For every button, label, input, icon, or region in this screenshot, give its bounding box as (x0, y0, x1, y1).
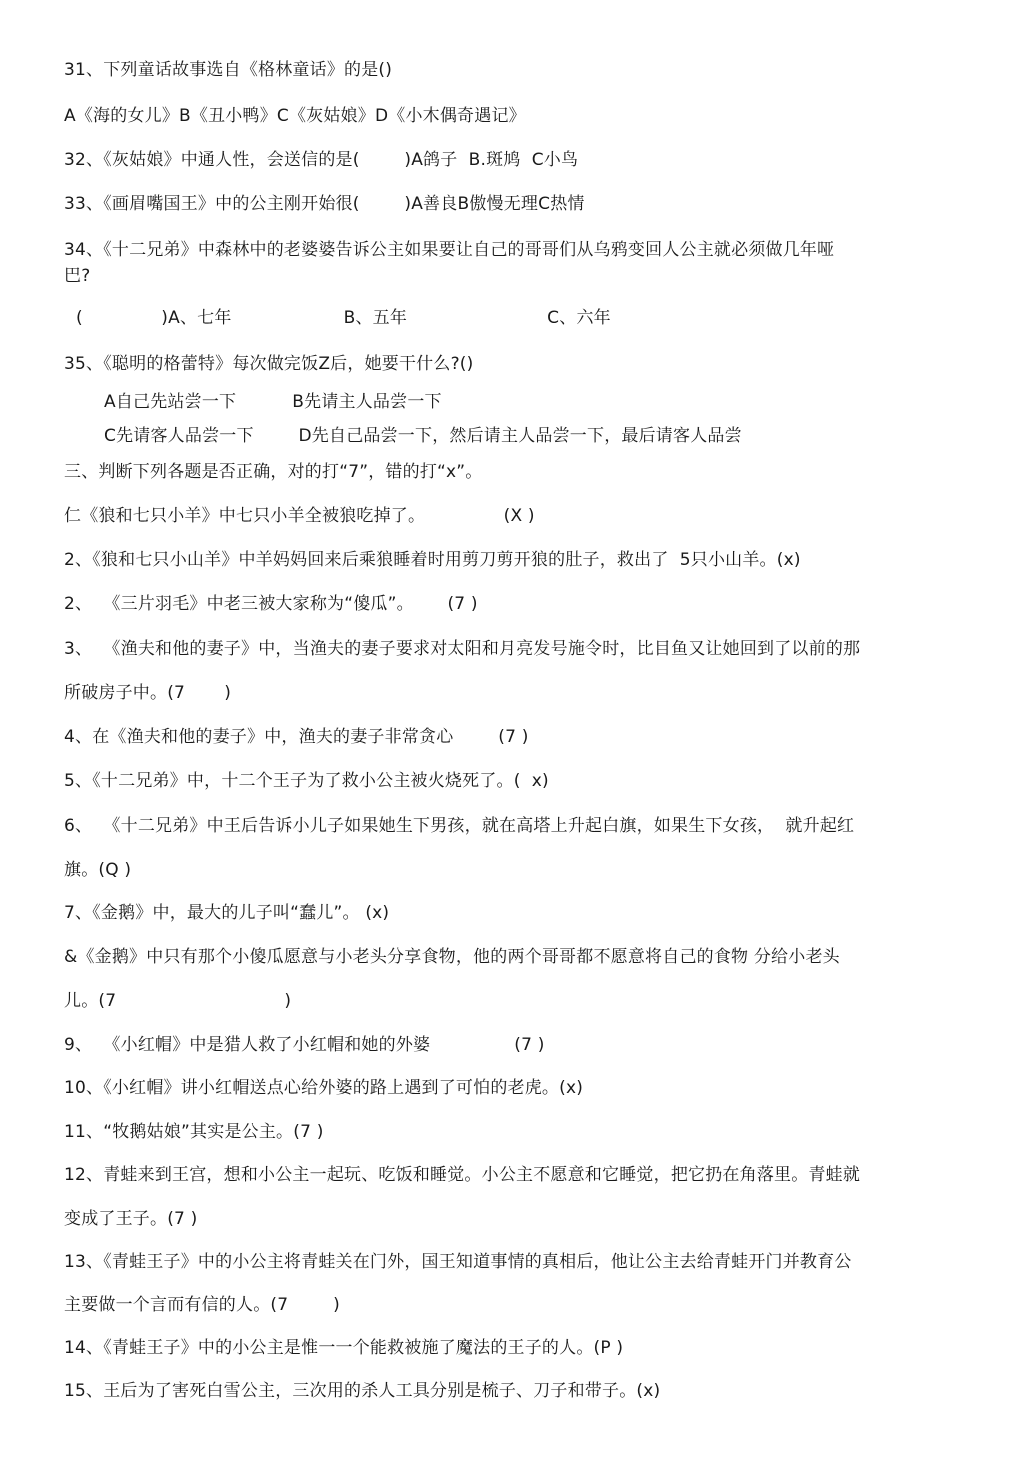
judgment-item-continuation: 主要做一个言而有信的人。(7 ) (64, 1295, 340, 1315)
judgment-item: 12、青蛙来到王宫，想和小公主一起玩、吃饭和睡觉。小公主不愿意和它睡觉，把它扔在角落里。青蛙就 (64, 1165, 861, 1185)
judgment-item: 15、王后为了害死白雪公主，三次用的杀人工具分别是梳子、刀子和带子。(x) (64, 1381, 661, 1401)
question-34-options: ( )A、七年 B、五年 C、六年 (76, 308, 611, 328)
judgment-item-continuation: 变成了王子。(7 ) (64, 1209, 198, 1229)
question-34-stem-line1: 34、《十二兄弟》中森林中的老婆婆告诉公主如果要让自己的哥哥们从乌鸦变回人公主就必须做几年哑 (64, 240, 835, 260)
question-31-options: A《海的女儿》B《丑小鸭》C《灰姑娘》D《小木偶奇遇记》 (64, 106, 526, 126)
question-35-options-row2: C先请客人品尝一下 D先自己品尝一下，然后请主人品尝一下，最后请客人品尝 (104, 426, 742, 446)
judgment-item: 10、《小红帽》讲小红帽送点心给外婆的路上遇到了可怕的老虎。(x) (64, 1078, 584, 1098)
question-31-stem: 31、下列童话故事选自《格林童话》的是() (64, 60, 393, 80)
judgment-item: 11、“牧鹅姑娘”其实是公主。(7 ) (64, 1122, 324, 1142)
judgment-item: 13、《青蛙王子》中的小公主将青蛙关在门外，国王知道事情的真相后，他让公主去给青蛙开门并教育公 (64, 1252, 852, 1272)
judgment-item: &《金鹅》中只有那个小傻瓜愿意与小老头分享食物，他的两个哥哥都不愿意将自己的食物 分给小老头 (64, 947, 840, 967)
judgment-item: 6、 《十二兄弟》中王后告诉小儿子如果她生下男孩，就在高塔上升起白旗，如果生下女孩， 就升起红 (64, 816, 855, 836)
judgment-item: 7、《金鹅》中，最大的儿子叫“蠢儿”。 (x) (64, 903, 390, 923)
question-35-options-row1: A自己先站尝一下 B先请主人品尝一下 (104, 392, 442, 412)
question-33: 33、《画眉嘴国王》中的公主刚开始很( )A善良B傲慢无理C热情 (64, 194, 585, 214)
section-3-heading: 三、判断下列各题是否正确，对的打“7”，错的打“x”。 (64, 462, 483, 482)
judgment-item: 5、《十二兄弟》中，十二个王子为了救小公主被火烧死了。( x) (64, 771, 549, 791)
question-35-stem: 35、《聪明的格蕾特》每次做完饭Z后，她要干什么?() (64, 354, 474, 374)
judgment-item: 2、《狼和七只小山羊》中羊妈妈回来后乘狼睡着时用剪刀剪开狼的肚子，救出了 5只小山羊。(x) (64, 550, 801, 570)
judgment-item: 3、 《渔夫和他的妻子》中，当渔夫的妻子要求对太阳和月亮发号施令时，比目鱼又让她回到了以前的那 (64, 639, 861, 659)
judgment-item-continuation: 所破房子中。(7 ) (64, 683, 232, 703)
judgment-item: 4、在《渔夫和他的妻子》中，渔夫的妻子非常贪心 (7 ) (64, 727, 529, 747)
judgment-item: 仁《狼和七只小羊》中七只小羊全被狼吃掉了。 (X ) (64, 506, 535, 526)
judgment-item: 9、 《小红帽》中是猎人救了小红帽和她的外婆 (7 ) (64, 1035, 545, 1055)
question-32: 32、《灰姑娘》中通人性，会送信的是( )A鸽子 B.斑鸠 C小鸟 (64, 150, 579, 170)
question-34-stem-line2: 巴? (64, 266, 91, 286)
judgment-item: 14、《青蛙王子》中的小公主是惟一一个能救被施了魔法的王子的人。(P ) (64, 1338, 624, 1358)
judgment-item: 2、 《三片羽毛》中老三被大家称为“傻瓜”。 (7 ) (64, 594, 478, 614)
judgment-item-continuation: 儿。(7 ) (64, 991, 292, 1011)
judgment-item-continuation: 旗。(Q ) (64, 860, 132, 880)
